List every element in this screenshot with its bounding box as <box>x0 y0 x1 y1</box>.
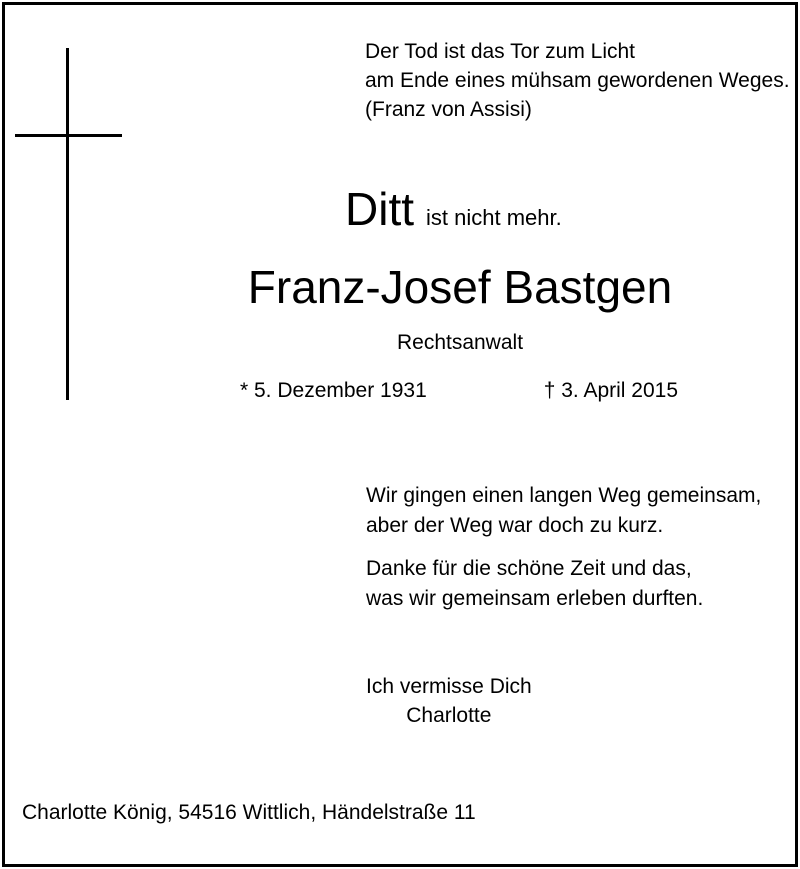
message-paragraph-2 <box>366 554 761 614</box>
mourner-name: Charlotte <box>406 704 492 727</box>
message-p1-line1: Wir gingen einen langen Weg gemeinsam, <box>366 484 762 507</box>
life-dates <box>240 376 678 405</box>
closing-signature <box>366 672 532 730</box>
deceased-nickname: Ditt <box>345 183 414 235</box>
opening-quote <box>365 37 790 124</box>
deceased-profession: Rechtsanwalt <box>396 331 524 354</box>
deceased-block <box>230 262 690 357</box>
border-frame <box>2 2 798 867</box>
contact-address: Charlotte König, 54516 Wittlich, Händelstraße 11 <box>22 801 476 824</box>
message-p2-line1: Danke für die schöne Zeit und das, <box>366 557 692 580</box>
message-paragraph-1 <box>366 481 761 541</box>
cross-vertical-bar <box>66 48 69 400</box>
message-p2-line2: was wir gemeinsam erleben durften. <box>366 587 704 610</box>
cross-horizontal-bar <box>15 134 122 137</box>
deceased-name: Franz-Josef Bastgen <box>247 261 673 313</box>
birth-date: * 5. Dezember 1931 <box>240 379 427 402</box>
farewell-message <box>366 481 761 614</box>
message-p1-line2: aber der Weg war doch zu kurz. <box>366 514 664 537</box>
quote-attribution: (Franz von Assisi) <box>365 98 532 121</box>
quote-line-1: Der Tod ist das Tor zum Licht <box>365 40 636 63</box>
death-announcement <box>345 183 562 235</box>
announcement-suffix: ist nicht mehr. <box>426 205 562 230</box>
closing-line: Ich vermisse Dich <box>366 675 532 698</box>
death-date: † 3. April 2015 <box>543 379 678 402</box>
quote-line-2: am Ende eines mühsam gewordenen Weges. <box>365 69 790 92</box>
